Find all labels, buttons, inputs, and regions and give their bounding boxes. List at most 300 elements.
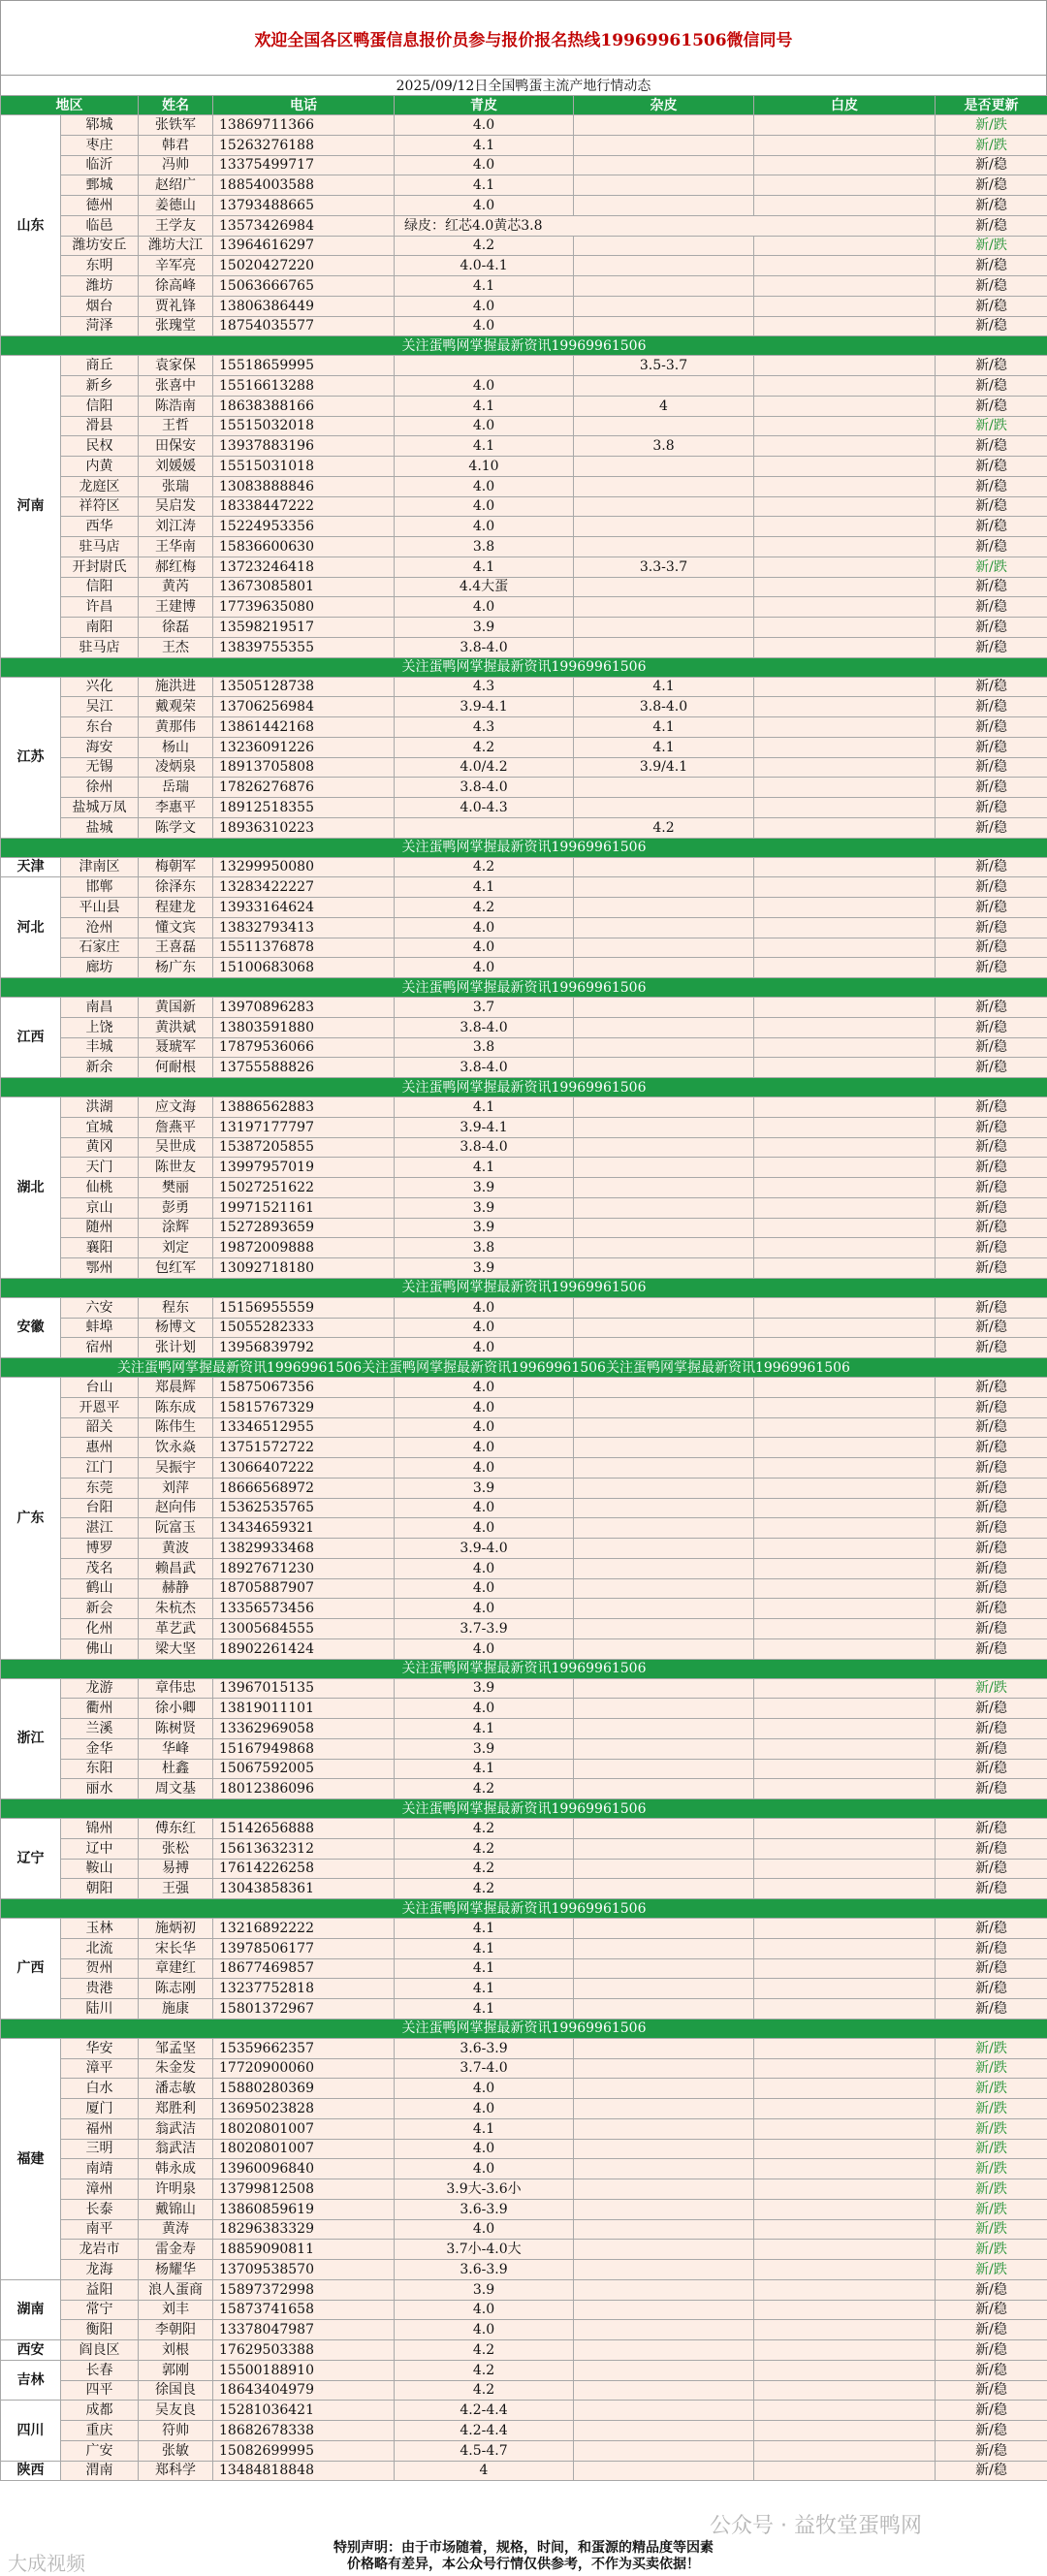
banner-row <box>1 1659 1047 1678</box>
cell-white-shell <box>754 717 936 738</box>
cell-update-status: 新/跌 <box>936 115 1047 136</box>
cell-green-shell: 3.8-4.0 <box>395 637 574 657</box>
cell-city: 丽水 <box>61 1779 139 1799</box>
table-row <box>1 1478 1047 1498</box>
cell-city: 新余 <box>61 1058 139 1078</box>
cell-update-status: 新/跌 <box>936 2058 1047 2079</box>
cell-mixed-shell <box>574 476 754 496</box>
table-row <box>1 577 1047 597</box>
cell-phone: 18754035577 <box>213 316 395 336</box>
cell-phone: 17739635080 <box>213 597 395 618</box>
cell-green-shell: 4.1 <box>395 1919 574 1939</box>
cell-name: 徐国良 <box>139 2380 213 2401</box>
table-row <box>1 1338 1047 1358</box>
watermark-video: 大成视频 <box>8 2548 85 2576</box>
cell-mixed-shell <box>574 2199 754 2219</box>
cell-white-shell <box>754 2058 936 2079</box>
cell-phone: 13832793413 <box>213 917 395 938</box>
cell-update-status: 新/稳 <box>936 1819 1047 1839</box>
cell-update-status: 新/稳 <box>936 2360 1047 2380</box>
date-line: 2025/09/12日全国鸭蛋主流产地行情动态 <box>0 76 1047 95</box>
cell-update-status: 新/稳 <box>936 256 1047 276</box>
banner-text: 关注蛋鸭网掌握最新资讯19969961506 <box>1 978 1047 998</box>
cell-green-shell: 4.2 <box>395 2340 574 2361</box>
cell-green-shell: 4.1 <box>395 135 574 155</box>
cell-white-shell <box>754 236 936 256</box>
cell-city: 渭南 <box>61 2461 139 2481</box>
cell-white-shell <box>754 276 936 297</box>
cell-update-status: 新/稳 <box>936 1919 1047 1939</box>
cell-mixed-shell <box>574 1699 754 1719</box>
cell-green-shell: 3.9 <box>395 1178 574 1198</box>
cell-update-status: 新/稳 <box>936 1438 1047 1458</box>
cell-mixed-shell <box>574 1599 754 1619</box>
cell-city: 白水 <box>61 2079 139 2099</box>
cell-white-shell <box>754 2340 936 2361</box>
cell-mixed-shell: 4.1 <box>574 717 754 738</box>
cell-name: 樊丽 <box>139 1178 213 1198</box>
table-row <box>1 1397 1047 1417</box>
cell-mixed-shell <box>574 376 754 397</box>
cell-update-status: 新/稳 <box>936 2340 1047 2361</box>
cell-mixed-shell <box>574 1178 754 1198</box>
cell-name: 吴世成 <box>139 1137 213 1158</box>
cell-update-status: 新/稳 <box>936 898 1047 918</box>
table-row <box>1 416 1047 436</box>
cell-name: 潍坊大江 <box>139 236 213 256</box>
table-row <box>1 898 1047 918</box>
cell-mixed-shell <box>574 877 754 898</box>
table-row <box>1 457 1047 477</box>
cell-city: 朝阳 <box>61 1879 139 1899</box>
cell-name: 戴观荣 <box>139 697 213 717</box>
region-cell: 江苏 <box>1 677 61 838</box>
cell-white-shell <box>754 1999 936 2019</box>
table-row <box>1 436 1047 457</box>
cell-phone: 18666568972 <box>213 1478 395 1498</box>
table-row <box>1 798 1047 818</box>
cell-update-status: 新/稳 <box>936 1958 1047 1979</box>
cell-city: 黄冈 <box>61 1137 139 1158</box>
cell-update-status: 新/稳 <box>936 1779 1047 1799</box>
cell-city: 龙岩市 <box>61 2240 139 2260</box>
cell-city: 廊坊 <box>61 958 139 978</box>
cell-city: 重庆 <box>61 2421 139 2441</box>
cell-green-shell: 4.0 <box>395 316 574 336</box>
cell-mixed-shell <box>574 115 754 136</box>
cell-white-shell <box>754 857 936 877</box>
cell-city: 南平 <box>61 2219 139 2240</box>
cell-white-shell <box>754 1218 936 1238</box>
region-cell: 山东 <box>1 115 61 336</box>
cell-mixed-shell <box>574 1037 754 1058</box>
cell-update-status: 新/稳 <box>936 376 1047 397</box>
cell-phone: 15515031018 <box>213 457 395 477</box>
cell-update-status: 新/稳 <box>936 737 1047 757</box>
cell-white-shell <box>754 1859 936 1879</box>
cell-city: 平山县 <box>61 898 139 918</box>
cell-phone: 15873741658 <box>213 2300 395 2320</box>
cell-white-shell <box>754 917 936 938</box>
cell-city: 信阳 <box>61 396 139 416</box>
cell-city: 信阳 <box>61 577 139 597</box>
table-row <box>1 476 1047 496</box>
table-row <box>1 2099 1047 2119</box>
banner-text: 关注蛋鸭网掌握最新资讯19969961506 <box>1 2019 1047 2038</box>
cell-mixed-shell <box>574 938 754 958</box>
table-row <box>1 1058 1047 1078</box>
banner-text: 关注蛋鸭网掌握最新资讯19969961506 <box>1 657 1047 677</box>
cell-phone: 15515032018 <box>213 416 395 436</box>
footer-disclaimer <box>0 2540 1047 2573</box>
region-cell: 辽宁 <box>1 1819 61 1899</box>
cell-city: 开恩平 <box>61 1397 139 1417</box>
cell-mixed-shell <box>574 2038 754 2058</box>
cell-update-status: 新/稳 <box>936 1258 1047 1279</box>
cell-name: 徐泽东 <box>139 877 213 898</box>
cell-phone: 13861442168 <box>213 717 395 738</box>
table-row <box>1 1719 1047 1739</box>
cell-mixed-shell <box>574 1197 754 1218</box>
cell-mixed-shell <box>574 1218 754 1238</box>
table-row <box>1 396 1047 416</box>
cell-phone: 15518659995 <box>213 356 395 376</box>
cell-city: 仙桃 <box>61 1178 139 1198</box>
cell-update-status: 新/稳 <box>936 1297 1047 1318</box>
cell-phone: 18936310223 <box>213 817 395 838</box>
cell-white-shell <box>754 457 936 477</box>
cell-phone: 15511376878 <box>213 938 395 958</box>
cell-mixed-shell <box>574 2099 754 2119</box>
cell-city: 枣庄 <box>61 135 139 155</box>
cell-city: 台阳 <box>61 1498 139 1518</box>
table-row <box>1 1779 1047 1799</box>
cell-city: 襄阳 <box>61 1238 139 1258</box>
table-row <box>1 1417 1047 1438</box>
cell-name: 刘丰 <box>139 2300 213 2320</box>
cell-city: 随州 <box>61 1218 139 1238</box>
cell-mixed-shell <box>574 2421 754 2441</box>
cell-green-shell: 3.8-4.0 <box>395 1137 574 1158</box>
cell-update-status: 新/稳 <box>936 1238 1047 1258</box>
table-row <box>1 537 1047 557</box>
cell-update-status: 新/跌 <box>936 2179 1047 2200</box>
cell-mixed-shell <box>574 1258 754 1279</box>
cell-city: 龙游 <box>61 1678 139 1699</box>
cell-city: 上饶 <box>61 1017 139 1037</box>
cell-name: 詹燕平 <box>139 1117 213 1137</box>
cell-name: 李朝阳 <box>139 2320 213 2340</box>
cell-green-shell: 4.1 <box>395 276 574 297</box>
cell-update-status: 新/稳 <box>936 778 1047 798</box>
cell-name: 饮永焱 <box>139 1438 213 1458</box>
cell-mixed-shell <box>574 2461 754 2481</box>
cell-phone: 15880280369 <box>213 2079 395 2099</box>
cell-green-shell: 4.0 <box>395 476 574 496</box>
table-row <box>1 717 1047 738</box>
table-row <box>1 597 1047 618</box>
cell-city: 鹤山 <box>61 1578 139 1599</box>
cell-name: 朱杭杰 <box>139 1599 213 1619</box>
cell-city: 化州 <box>61 1619 139 1639</box>
price-table <box>0 95 1047 2481</box>
cell-green-shell: 4.2-4.4 <box>395 2421 574 2441</box>
table-row <box>1 1979 1047 1999</box>
cell-name: 杨耀华 <box>139 2260 213 2280</box>
cell-white-shell <box>754 1158 936 1178</box>
table-row <box>1 938 1047 958</box>
table-row <box>1 1999 1047 2019</box>
cell-name: 张敏 <box>139 2440 213 2461</box>
cell-update-status: 新/稳 <box>936 1397 1047 1417</box>
cell-name: 包红军 <box>139 1258 213 1279</box>
cell-phone: 13967015135 <box>213 1678 395 1699</box>
cell-name: 徐高峰 <box>139 276 213 297</box>
cell-white-shell <box>754 2079 936 2099</box>
cell-mixed-shell <box>574 155 754 175</box>
cell-white-shell <box>754 817 936 838</box>
cell-name: 浪人蛋商 <box>139 2279 213 2300</box>
cell-green-shell <box>395 817 574 838</box>
region-cell: 陕西 <box>1 2461 61 2481</box>
cell-update-status: 新/稳 <box>936 1759 1047 1779</box>
cell-mixed-shell <box>574 316 754 336</box>
cell-phone: 13236091226 <box>213 737 395 757</box>
table-row <box>1 1738 1047 1759</box>
cell-update-status: 新/稳 <box>936 877 1047 898</box>
cell-phone: 15359662357 <box>213 2038 395 2058</box>
cell-white-shell <box>754 637 936 657</box>
cell-mixed-shell <box>574 1779 754 1799</box>
cell-phone: 13573426984 <box>213 215 395 236</box>
cell-green-shell: 4.2 <box>395 1879 574 1899</box>
cell-white-shell <box>754 1638 936 1659</box>
cell-mixed-shell <box>574 2079 754 2099</box>
cell-mixed-shell <box>574 1097 754 1118</box>
cell-city: 临邑 <box>61 215 139 236</box>
cell-green-shell: 4.1 <box>395 1938 574 1958</box>
cell-phone: 13970896283 <box>213 998 395 1018</box>
cell-green-shell: 4.0 <box>395 917 574 938</box>
cell-mixed-shell <box>574 1137 754 1158</box>
cell-mixed-shell <box>574 1458 754 1479</box>
cell-mixed-shell <box>574 798 754 818</box>
table-row <box>1 2260 1047 2280</box>
cell-phone: 18638388166 <box>213 396 395 416</box>
cell-name: 徐磊 <box>139 618 213 638</box>
region-cell: 广西 <box>1 1919 61 2019</box>
cell-mixed-shell: 4.1 <box>574 677 754 697</box>
cell-update-status: 新/跌 <box>936 1678 1047 1699</box>
table-row <box>1 697 1047 717</box>
cell-green-shell: 4.1 <box>395 436 574 457</box>
cell-white-shell <box>754 135 936 155</box>
cell-name: 应文海 <box>139 1097 213 1118</box>
cell-mixed-shell: 3.8 <box>574 436 754 457</box>
cell-update-status: 新/稳 <box>936 2421 1047 2441</box>
footer-line-1: 特别声明：由于市场随着，规格，时间，和蛋源的精品度等因素 <box>0 2540 1047 2557</box>
cell-city: 陆川 <box>61 1999 139 2019</box>
cell-white-shell <box>754 1338 936 1358</box>
cell-phone: 13997957019 <box>213 1158 395 1178</box>
cell-name: 吴启发 <box>139 496 213 517</box>
cell-white-shell <box>754 938 936 958</box>
cell-phone: 15897372998 <box>213 2279 395 2300</box>
table-row <box>1 2079 1047 2099</box>
cell-name: 华峰 <box>139 1738 213 1759</box>
cell-green-shell: 4.2 <box>395 1779 574 1799</box>
cell-phone: 15156955559 <box>213 1297 395 1318</box>
cell-phone: 15836600630 <box>213 537 395 557</box>
cell-mixed-shell <box>574 1058 754 1078</box>
cell-phone: 13869711366 <box>213 115 395 136</box>
cell-update-status: 新/稳 <box>936 798 1047 818</box>
cell-white-shell <box>754 2139 936 2159</box>
cell-white-shell <box>754 155 936 175</box>
cell-name: 革艺武 <box>139 1619 213 1639</box>
cell-white-shell <box>754 115 936 136</box>
banner-text: 关注蛋鸭网掌握最新资讯19969961506 <box>1 838 1047 857</box>
cell-green-shell: 4.2-4.4 <box>395 2401 574 2421</box>
table-row <box>1 196 1047 216</box>
cell-green-shell: 4.0 <box>395 496 574 517</box>
cell-update-status: 新/稳 <box>936 2320 1047 2340</box>
cell-phone: 13043858361 <box>213 1879 395 1899</box>
cell-name: 张铁军 <box>139 115 213 136</box>
table-row <box>1 2300 1047 2320</box>
cell-phone: 18296383329 <box>213 2219 395 2240</box>
cell-white-shell <box>754 2159 936 2179</box>
cell-update-status: 新/稳 <box>936 1417 1047 1438</box>
cell-city: 三明 <box>61 2139 139 2159</box>
cell-name: 邹孟坚 <box>139 2038 213 2058</box>
cell-city: 玉林 <box>61 1919 139 1939</box>
cell-green-shell: 3.6-3.9 <box>395 2260 574 2280</box>
cell-name: 涂辉 <box>139 1218 213 1238</box>
cell-green-shell: 3.7-4.0 <box>395 2058 574 2079</box>
region-cell: 河北 <box>1 877 61 978</box>
cell-update-status: 新/稳 <box>936 1318 1047 1338</box>
cell-mixed-shell <box>574 1958 754 1979</box>
cell-mixed-shell <box>574 457 754 477</box>
cell-green-shell: 4.0/4.2 <box>395 757 574 778</box>
cell-white-shell <box>754 196 936 216</box>
cell-name: 黄波 <box>139 1539 213 1559</box>
cell-update-status: 新/稳 <box>936 175 1047 196</box>
cell-name: 章建红 <box>139 1958 213 1979</box>
cell-phone: 13964616297 <box>213 236 395 256</box>
cell-mixed-shell <box>574 1578 754 1599</box>
table-row <box>1 1017 1047 1037</box>
cell-name: 易搏 <box>139 1859 213 1879</box>
col-header-region: 地区 <box>1 96 139 115</box>
cell-white-shell <box>754 517 936 537</box>
table-row <box>1 496 1047 517</box>
table-row <box>1 1438 1047 1458</box>
cell-city: 驻马店 <box>61 637 139 657</box>
cell-mixed-shell <box>574 2118 754 2139</box>
cell-green-shell: 4.10 <box>395 457 574 477</box>
cell-green-shell: 3.7 <box>395 998 574 1018</box>
cell-city: 潍坊 <box>61 276 139 297</box>
banner-row <box>1 1799 1047 1819</box>
cell-white-shell <box>754 737 936 757</box>
cell-phone: 13751572722 <box>213 1438 395 1458</box>
table-row <box>1 637 1047 657</box>
cell-mixed-shell <box>574 1318 754 1338</box>
cell-phone: 13283422227 <box>213 877 395 898</box>
table-row <box>1 2240 1047 2260</box>
cell-green-shell: 4.1 <box>395 1719 574 1739</box>
cell-city: 东阳 <box>61 1759 139 1779</box>
cell-green-shell: 3.9 <box>395 1197 574 1218</box>
cell-update-status: 新/稳 <box>936 1017 1047 1037</box>
cell-phone: 13092718180 <box>213 1258 395 1279</box>
cell-city: 南阳 <box>61 618 139 638</box>
cell-phone: 13434659321 <box>213 1518 395 1539</box>
cell-city: 京山 <box>61 1197 139 1218</box>
cell-name: 袁家保 <box>139 356 213 376</box>
cell-city: 祥符区 <box>61 496 139 517</box>
cell-phone: 18677469857 <box>213 1958 395 1979</box>
cell-phone: 13723246418 <box>213 557 395 577</box>
cell-mixed-shell <box>574 2340 754 2361</box>
cell-mixed-shell <box>574 898 754 918</box>
cell-white-shell <box>754 1378 936 1398</box>
cell-name: 郑胜利 <box>139 2099 213 2119</box>
cell-phone: 18705887907 <box>213 1578 395 1599</box>
cell-mixed-shell <box>574 1158 754 1178</box>
table-row <box>1 1458 1047 1479</box>
cell-mixed-shell <box>574 1879 754 1899</box>
cell-city: 滑县 <box>61 416 139 436</box>
cell-city: 东莞 <box>61 1478 139 1498</box>
cell-city: 新会 <box>61 1599 139 1619</box>
cell-phone: 17614226258 <box>213 1859 395 1879</box>
cell-city: 蚌埠 <box>61 1318 139 1338</box>
cell-name: 周文基 <box>139 1779 213 1799</box>
cell-update-status: 新/跌 <box>936 2038 1047 2058</box>
cell-mixed-shell <box>574 998 754 1018</box>
table-row <box>1 557 1047 577</box>
cell-phone: 13793488665 <box>213 196 395 216</box>
cell-city: 丰城 <box>61 1037 139 1058</box>
cell-name: 韩君 <box>139 135 213 155</box>
cell-white-shell <box>754 2421 936 2441</box>
cell-name: 杨山 <box>139 737 213 757</box>
cell-phone: 15055282333 <box>213 1318 395 1338</box>
cell-name: 王哲 <box>139 416 213 436</box>
cell-name: 刘定 <box>139 1238 213 1258</box>
cell-city: 博罗 <box>61 1539 139 1559</box>
cell-white-shell <box>754 1258 936 1279</box>
table-row <box>1 2440 1047 2461</box>
cell-city: 盐城万凤 <box>61 798 139 818</box>
cell-phone: 15020427220 <box>213 256 395 276</box>
table-row <box>1 1678 1047 1699</box>
cell-city: 鄄城 <box>61 175 139 196</box>
region-cell: 吉林 <box>1 2360 61 2401</box>
cell-update-status: 新/稳 <box>936 677 1047 697</box>
table-row <box>1 1539 1047 1559</box>
table-row <box>1 256 1047 276</box>
cell-green-shell: 4.0 <box>395 416 574 436</box>
cell-mixed-shell <box>574 1999 754 2019</box>
cell-mixed-shell <box>574 236 754 256</box>
cell-update-status: 新/跌 <box>936 2159 1047 2179</box>
cell-city: 开封尉氏 <box>61 557 139 577</box>
cell-white-shell <box>754 1779 936 1799</box>
